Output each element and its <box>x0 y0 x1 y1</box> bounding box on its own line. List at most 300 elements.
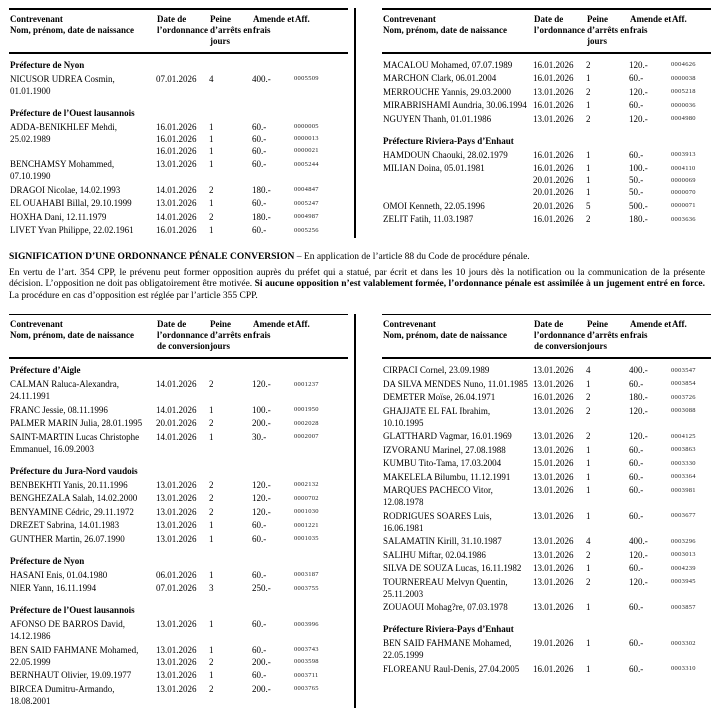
ordinance-date: 07.01.2026 <box>156 73 197 84</box>
ordinance-date: 13.01.2026 <box>533 576 574 587</box>
ordinance-entry <box>156 417 348 429</box>
offender-name: FLOREANU Raul-Denis, 27.04.2005 <box>383 663 520 674</box>
row-entries <box>156 121 348 157</box>
offender-row <box>9 417 348 429</box>
prefecture-section <box>9 465 348 545</box>
case-number: 0002132 <box>294 481 319 489</box>
fine-amount: 60.- <box>629 149 644 160</box>
ordinance-date: 20.01.2026 <box>533 175 574 185</box>
header-case-number: Aff. <box>672 319 687 330</box>
ordinance-date: 20.01.2026 <box>533 200 574 211</box>
fine-amount: 60.- <box>252 121 267 132</box>
penalty-days: 2 <box>209 184 214 195</box>
row-entries <box>533 663 711 675</box>
offender-row <box>9 506 348 518</box>
row-entries <box>156 669 348 681</box>
fine-amount: 60.- <box>252 133 267 144</box>
case-number: 0001950 <box>294 406 319 414</box>
ordinance-entry <box>533 378 711 390</box>
ordinance-entry <box>156 73 348 85</box>
case-number: 0004125 <box>671 432 696 440</box>
header-penalty-days: Peine d’arrêts en jours <box>587 13 630 46</box>
case-number: 0003857 <box>671 603 696 611</box>
case-number: 0001030 <box>294 508 319 516</box>
penalty-days: 1 <box>586 444 591 455</box>
offender-row <box>382 378 711 390</box>
fine-amount: 60.- <box>252 225 267 235</box>
case-number: 0000038 <box>671 74 696 82</box>
table-top-right <box>382 8 711 238</box>
prefecture-section <box>9 59 348 97</box>
offender-row <box>382 72 711 84</box>
ordinance-entry <box>156 506 348 518</box>
ordinance-entry <box>533 576 711 588</box>
fine-amount: 120.- <box>252 506 271 517</box>
penalty-days: 1 <box>209 404 214 415</box>
fine-amount: 50.- <box>629 175 644 185</box>
header-contrevenant <box>383 14 534 47</box>
header-fine: Amende et frais <box>630 319 672 341</box>
case-number: 0003765 <box>294 685 319 693</box>
offender-row <box>9 479 348 491</box>
ordinance-entry <box>156 184 348 196</box>
header-case-number: Aff. <box>672 13 687 24</box>
case-number: 0004987 <box>294 213 319 220</box>
offender-row <box>382 99 711 111</box>
ordinance-date: 13.01.2026 <box>533 86 574 97</box>
row-entries <box>156 197 348 209</box>
offender-name: MARCHON Clark, 06.01.2004 <box>383 73 497 83</box>
ordinance-entry <box>533 174 711 186</box>
offender-row <box>382 637 711 661</box>
ordinance-date: 13.01.2026 <box>156 506 197 517</box>
offender-row <box>9 121 348 157</box>
offender-name: NICUSOR UDREA Cosmin, 01.01.1900 <box>10 73 115 96</box>
row-entries <box>156 582 348 594</box>
ordinance-date: 16.01.2026 <box>533 163 574 173</box>
fine-amount: 250.- <box>252 583 271 594</box>
offender-row <box>382 200 711 212</box>
offender-name: DEMETER Moïse, 26.04.1971 <box>383 392 496 403</box>
prefecture-heading: Préfecture d’Aigle <box>10 365 81 376</box>
prefecture-section <box>382 364 711 613</box>
ordinance-date: 13.01.2026 <box>156 619 197 630</box>
row-entries <box>533 471 711 483</box>
prefecture-section <box>9 604 348 707</box>
case-number: 0004626 <box>671 61 696 68</box>
penalty-days: 2 <box>209 379 214 390</box>
penalty-days: 1 <box>586 175 591 185</box>
offender-row <box>9 73 348 97</box>
table-top-left <box>9 8 348 238</box>
ordinance-entry <box>156 569 348 581</box>
case-number: 0001221 <box>294 521 319 529</box>
penalty-days: 1 <box>586 638 591 649</box>
ordinance-date: 13.01.2026 <box>156 656 197 667</box>
case-number: 0004110 <box>671 164 696 172</box>
ordinance-entry <box>533 200 711 212</box>
ordinance-entry <box>533 457 711 469</box>
case-number: 0005244 <box>294 160 319 168</box>
case-number: 0003677 <box>671 512 696 520</box>
offender-name: DA SILVA MENDES Nuno, 11.01.1985 <box>383 378 528 389</box>
ordinance-entry <box>533 99 711 111</box>
case-number: 0000005 <box>294 123 319 130</box>
offender-name: AFONSO DE BARROS David, 14.12.1986 <box>10 619 126 642</box>
penalty-days: 1 <box>586 149 591 160</box>
case-number: 0003013 <box>671 551 696 559</box>
penalty-days: 1 <box>209 225 214 235</box>
ordinance-entry <box>533 444 711 456</box>
offender-name: BENCHAMSY Mohammed, 07.10.1990 <box>10 159 115 181</box>
ordinance-entry <box>533 364 711 376</box>
case-number: 0003598 <box>294 658 319 666</box>
table-header-row <box>9 10 348 52</box>
ordinance-entry <box>156 644 348 656</box>
ordinance-date: 16.01.2026 <box>533 214 574 224</box>
signification-notice <box>9 251 705 303</box>
ordinance-entry <box>533 391 711 403</box>
ordinance-date: 13.01.2026 <box>156 198 197 208</box>
ordinance-entry <box>533 59 711 71</box>
ordinance-entry <box>533 637 711 649</box>
offender-row <box>9 683 348 707</box>
ordinance-date: 16.01.2026 <box>533 100 574 110</box>
penalty-days: 2 <box>586 549 591 560</box>
header-contrevenant-line2: Nom, prénom, date de naissance <box>10 24 134 35</box>
ordinance-date: 13.01.2026 <box>533 536 574 547</box>
fine-amount: 60.- <box>252 533 267 544</box>
case-number: 0001035 <box>294 535 319 543</box>
offender-row <box>9 211 348 223</box>
case-number: 0000036 <box>671 101 696 109</box>
ordinance-entry <box>156 158 348 170</box>
fine-amount: 60.- <box>629 485 644 496</box>
offender-name: GHAJJATE EL FAL Ibrahim, 10.10.1995 <box>383 405 491 428</box>
offender-name: BENYAMINE Cédric, 29.11.1972 <box>10 506 134 517</box>
row-entries <box>156 506 348 518</box>
fine-amount: 120.- <box>629 431 648 442</box>
penalty-days: 4 <box>586 365 591 376</box>
header-contrevenant-line2: Nom, prénom, date de naissance <box>383 330 507 341</box>
header-fine: Amende et frais <box>253 13 295 35</box>
penalty-days: 2 <box>586 431 591 442</box>
fine-amount: 120.- <box>252 479 271 490</box>
case-number: 0003310 <box>671 665 696 673</box>
offender-name: FRANC Jessie, 08.11.1996 <box>10 404 108 415</box>
penalty-days: 2 <box>586 59 591 70</box>
offender-row <box>382 444 711 456</box>
header-contrevenant-line1: Contrevenant <box>10 319 63 330</box>
row-entries <box>156 417 348 429</box>
ordinance-date: 07.01.2026 <box>156 583 197 594</box>
ordinance-date: 13.01.2026 <box>156 683 197 694</box>
penalty-days: 1 <box>209 569 214 580</box>
fine-amount: 50.- <box>629 187 644 197</box>
fine-amount: 60.- <box>629 638 644 649</box>
penalty-days: 1 <box>586 73 591 83</box>
fine-amount: 60.- <box>629 471 644 482</box>
offender-name: IZVORANU Marinel, 27.08.1988 <box>383 444 506 455</box>
fine-amount: 120.- <box>629 576 648 587</box>
row-entries <box>156 158 348 182</box>
fine-amount: 60.- <box>252 670 267 681</box>
row-entries <box>533 430 711 442</box>
case-number: 0003636 <box>671 215 696 223</box>
prefecture-heading: Préfecture de Nyon <box>10 59 85 70</box>
column-divider-line <box>354 8 356 238</box>
row-entries <box>156 569 348 581</box>
penalty-days: 2 <box>586 86 591 97</box>
offender-name: GLATTHARD Vagmar, 16.01.1969 <box>383 431 512 442</box>
ordinance-date: 13.01.2026 <box>156 520 197 531</box>
case-number: 0003547 <box>671 366 696 374</box>
offender-name: OMOI Kenneth, 22.05.1996 <box>383 200 485 211</box>
row-entries <box>533 72 711 84</box>
ordinance-date: 13.01.2026 <box>533 602 574 613</box>
ordinance-entry <box>156 431 348 443</box>
prefecture-heading: Préfecture de l’Ouest lausannois <box>10 107 135 118</box>
penalty-days: 1 <box>586 378 591 389</box>
ordinance-entry <box>533 186 711 198</box>
fine-amount: 120.- <box>252 493 271 504</box>
notice-body <box>9 268 705 303</box>
ordinance-entry <box>156 582 348 594</box>
case-number: 0003302 <box>671 639 696 647</box>
ordinance-date: 16.01.2026 <box>533 73 574 83</box>
row-entries <box>156 479 348 491</box>
offender-row <box>382 535 711 547</box>
case-number: 0003364 <box>671 473 696 481</box>
fine-amount: 60.- <box>629 563 644 574</box>
prefecture-section <box>382 59 711 125</box>
case-number: 0005509 <box>294 75 319 82</box>
offender-row <box>382 213 711 225</box>
case-number: 0003913 <box>671 151 696 158</box>
offender-name: HOXHA Dani, 12.11.1979 <box>10 211 107 222</box>
row-entries <box>533 549 711 561</box>
offender-name: SILVA DE SOUZA Lucas, 16.11.1982 <box>383 563 522 574</box>
ordinance-date: 13.01.2026 <box>156 533 197 544</box>
notice-body-bold: Si aucune opposition n’est valablement formée, l’ordonnance pénale est assimilée à un jugement entré en force. <box>254 279 705 290</box>
case-number: 0000071 <box>671 202 696 209</box>
row-entries <box>533 113 711 125</box>
penalty-days: 1 <box>586 187 591 197</box>
prefecture-section <box>9 107 348 237</box>
offender-name: ZELIT Fatih, 11.03.1987 <box>383 214 474 224</box>
offender-row <box>9 569 348 581</box>
fine-amount: 180.- <box>629 214 648 224</box>
top-tables-region <box>0 8 713 238</box>
fine-amount: 60.- <box>252 644 267 655</box>
offender-name: DREZET Sabrina, 14.01.1983 <box>10 520 120 531</box>
offender-row <box>9 492 348 504</box>
offender-row <box>382 391 711 403</box>
offender-row <box>9 533 348 545</box>
offender-name: MARQUES PACHECO Vitor, 12.08.1978 <box>383 485 493 508</box>
header-contrevenant-line2: Nom, prénom, date de naissance <box>383 24 507 35</box>
fine-amount: 60.- <box>629 100 644 110</box>
ordinance-entry <box>156 121 348 133</box>
row-entries <box>156 404 348 416</box>
fine-amount: 120.- <box>629 405 648 416</box>
ordinance-date: 13.01.2026 <box>156 479 197 490</box>
penalty-days: 2 <box>209 211 214 222</box>
ordinance-date: 14.01.2026 <box>156 379 197 390</box>
row-entries <box>156 683 348 707</box>
ordinance-date: 16.01.2026 <box>156 225 197 235</box>
penalty-days: 1 <box>209 520 214 531</box>
row-entries <box>533 391 711 403</box>
offender-row <box>382 430 711 442</box>
ordinance-date: 13.01.2026 <box>156 644 197 655</box>
notice-intro: En application de l’article 88 du Code de procédure pénale. <box>303 251 530 262</box>
penalty-days: 1 <box>586 563 591 574</box>
offender-name: ADDA-BENIKHLEF Mehdi, 25.02.1989 <box>10 121 117 144</box>
ordinance-entry <box>533 149 711 161</box>
penalty-days: 2 <box>209 418 214 429</box>
table-header-rule <box>9 52 348 54</box>
case-number: 0003854 <box>671 380 696 388</box>
offender-name: HAMDOUN Chaouki, 28.02.1979 <box>383 149 508 160</box>
table-header-rule <box>382 52 711 54</box>
ordinance-date: 13.01.2026 <box>533 378 574 389</box>
offender-row <box>382 576 711 600</box>
ordinance-date: 13.01.2026 <box>533 405 574 416</box>
ordinance-date: 13.01.2026 <box>533 485 574 496</box>
row-entries <box>156 644 348 668</box>
offender-name: ZOUAOUI Mohag?re, 07.03.1978 <box>383 602 508 613</box>
fine-amount: 60.- <box>252 520 267 531</box>
table-header-row <box>382 315 711 357</box>
case-number: 0003726 <box>671 393 696 401</box>
penalty-days: 1 <box>209 133 214 144</box>
row-entries <box>156 618 348 642</box>
header-contrevenant-line1: Contrevenant <box>383 13 436 24</box>
fine-amount: 400.- <box>252 73 271 84</box>
case-number: 0003743 <box>294 646 319 654</box>
row-entries <box>156 224 348 236</box>
ordinance-date: 06.01.2026 <box>156 569 197 580</box>
penalty-days: 1 <box>209 619 214 630</box>
case-number: 0000069 <box>671 176 696 184</box>
case-number: 0003088 <box>671 407 696 415</box>
table-header-rule <box>9 357 348 359</box>
case-number: 0000070 <box>671 188 696 196</box>
table-header-rule <box>382 357 711 359</box>
prefecture-heading: Préfecture du Jura-Nord vaudois <box>10 465 138 476</box>
row-entries <box>533 149 711 161</box>
offender-row <box>9 431 348 455</box>
fine-amount: 60.- <box>252 198 267 208</box>
penalty-days: 1 <box>586 458 591 469</box>
offender-name: CIRPACI Cornel, 23.09.1989 <box>383 365 490 376</box>
row-entries <box>533 59 711 71</box>
penalty-days: 1 <box>209 159 214 169</box>
header-ordinance-date: Date de l’ordonnance <box>534 13 586 35</box>
prefecture-heading: Préfecture Riviera-Pays d’Enhaut <box>383 624 514 635</box>
fine-amount: 200.- <box>252 683 271 694</box>
ordinance-entry <box>533 213 711 225</box>
offender-row <box>9 224 348 236</box>
header-ordinance-date: Date de l’ordonnance de conversion <box>157 319 210 352</box>
penalty-days: 1 <box>209 198 214 208</box>
offender-name: NIER Yann, 16.11.1994 <box>10 583 97 594</box>
ordinance-entry <box>156 533 348 545</box>
case-number: 0003187 <box>294 571 319 579</box>
prefecture-section <box>382 135 711 226</box>
fine-amount: 60.- <box>252 159 267 169</box>
offender-row <box>382 162 711 198</box>
ordinance-date: 13.01.2026 <box>533 113 574 124</box>
ordinance-entry <box>156 479 348 491</box>
ordinance-entry <box>533 484 711 496</box>
ordinance-date: 13.01.2026 <box>533 365 574 376</box>
row-entries <box>533 457 711 469</box>
ordinance-entry <box>156 618 348 630</box>
ordinance-date: 13.01.2026 <box>156 493 197 504</box>
row-entries <box>533 601 711 613</box>
offender-row <box>382 562 711 574</box>
fine-amount: 100.- <box>252 404 271 415</box>
notice-body-part2: La procédure en cas d’opposition est réglée par l’article 355 CPP. <box>9 291 258 302</box>
ordinance-entry <box>533 549 711 561</box>
table-bottom-left <box>9 314 348 708</box>
row-entries <box>533 213 711 225</box>
fine-amount: 60.- <box>629 510 644 521</box>
penalty-days: 1 <box>586 485 591 496</box>
offender-row <box>9 404 348 416</box>
column-divider-line <box>354 314 356 708</box>
penalty-days: 3 <box>209 583 214 594</box>
row-entries <box>156 211 348 223</box>
ordinance-entry <box>533 113 711 125</box>
offender-row <box>382 364 711 376</box>
case-number: 0004847 <box>294 186 319 193</box>
offender-row <box>382 484 711 508</box>
row-entries <box>533 86 711 98</box>
penalty-days: 1 <box>209 670 214 681</box>
penalty-days: 1 <box>586 100 591 110</box>
ordinance-entry <box>156 378 348 390</box>
offender-row <box>382 113 711 125</box>
fine-amount: 120.- <box>629 113 648 124</box>
prefecture-section <box>9 364 348 455</box>
ordinance-entry <box>533 162 711 174</box>
offender-name: MERROUCHE Yannis, 29.03.2000 <box>383 86 512 97</box>
ordinance-date: 13.01.2026 <box>533 549 574 560</box>
fine-amount: 60.- <box>629 663 644 674</box>
ordinance-date: 13.01.2026 <box>533 563 574 574</box>
header-fine: Amende et frais <box>630 13 672 35</box>
ordinance-entry <box>156 224 348 236</box>
ordinance-entry <box>533 86 711 98</box>
offender-name: BEN SAID FAHMANE Mohamed, 22.05.1999 <box>383 638 512 661</box>
case-number: 0005256 <box>294 226 319 234</box>
fine-amount: 120.- <box>629 59 648 70</box>
offender-name: RODRIGUES SOARES Luis, 16.06.1981 <box>383 510 492 533</box>
fine-amount: 100.- <box>629 163 648 173</box>
header-case-number: Aff. <box>295 13 310 24</box>
offender-row <box>382 405 711 429</box>
penalty-days: 5 <box>586 200 591 211</box>
case-number: 0002028 <box>294 419 319 427</box>
row-entries <box>156 184 348 196</box>
fine-amount: 60.- <box>629 444 644 455</box>
ordinance-date: 13.01.2026 <box>156 159 197 169</box>
offender-name: MIRABRISHAMI Aundria, 30.06.1994 <box>383 100 527 110</box>
penalty-days: 2 <box>586 576 591 587</box>
